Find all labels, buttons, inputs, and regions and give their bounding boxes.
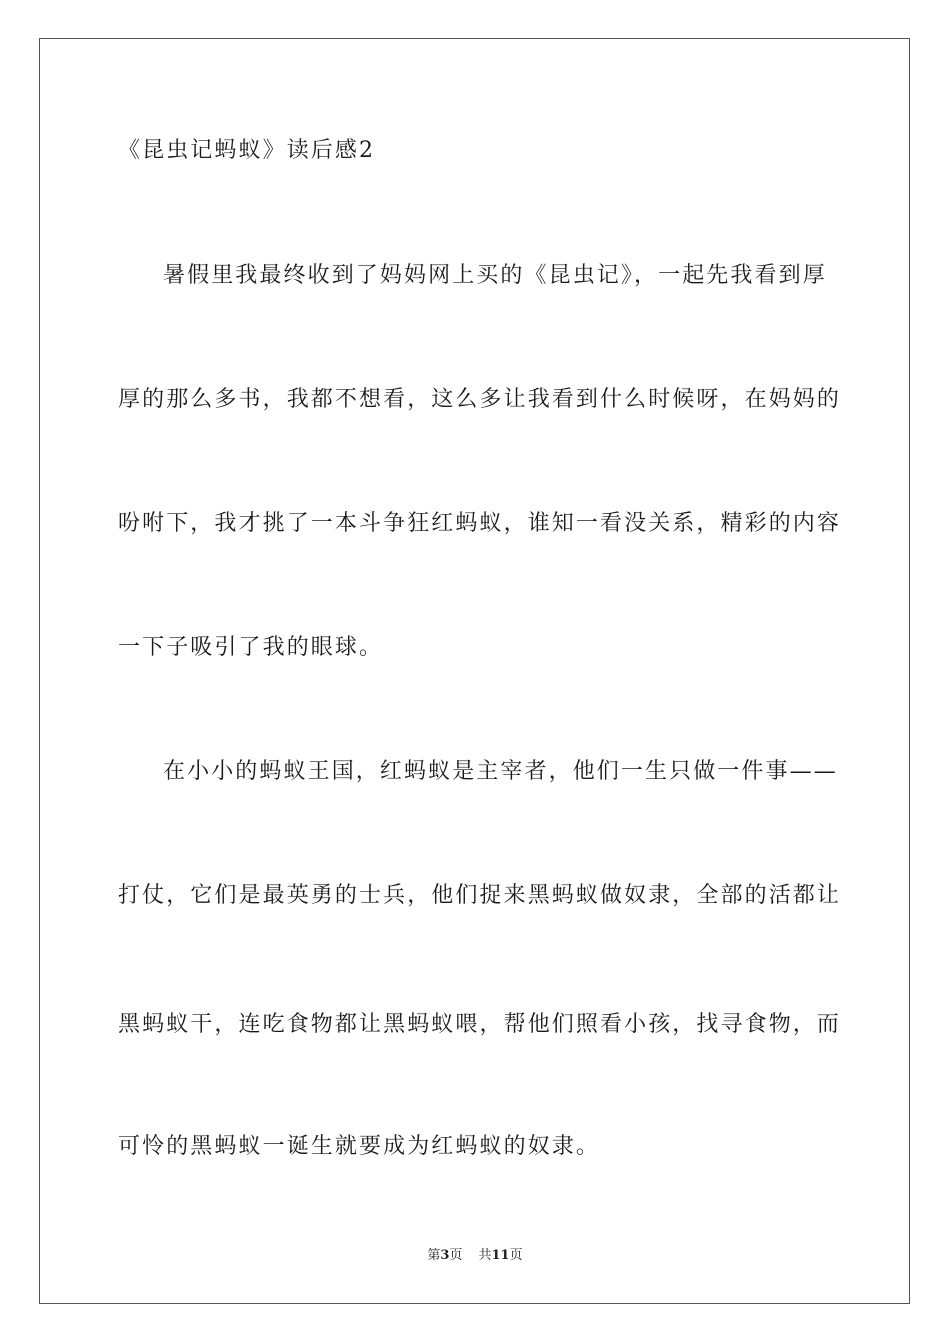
- paragraph-1-line-2: 厚的那么多书，我都不想看，这么多让我看到什么时候呀，在妈妈的: [118, 387, 842, 412]
- paragraph-1-line-3: 吩咐下，我才挑了一本斗争狂红蚂蚁，谁知一看没关系，精彩的内容: [118, 511, 842, 536]
- paragraph-2-line-3: 黑蚂蚁干，连吃食物都让黑蚂蚁喂，帮他们照看小孩，找寻食物，而: [118, 1012, 842, 1037]
- page-border: [39, 38, 910, 1304]
- footer-page-suffix: 页: [449, 1248, 463, 1263]
- paragraph-2-line-4: 可怜的黑蚂蚁一诞生就要成为红蚂蚁的奴隶。: [118, 1134, 601, 1159]
- footer-total-suffix: 页: [509, 1248, 523, 1263]
- footer-total-pages: 11: [491, 1248, 510, 1263]
- page-footer: [0, 1247, 950, 1265]
- footer-total-prefix: 共: [478, 1248, 492, 1263]
- paragraph-2-line-1: 在小小的蚂蚁王国，红蚂蚁是主宰者，他们一生只做一件事——: [163, 759, 838, 784]
- footer-page-number: 3: [440, 1248, 450, 1263]
- paragraph-1-line-1: 暑假里我最终收到了妈妈网上买的《昆虫记》，一起先我看到厚: [163, 263, 827, 288]
- paragraph-2-line-2: 打仗，它们是最英勇的士兵，他们捉来黑蚂蚁做奴隶，全部的活都让: [118, 883, 842, 908]
- paragraph-1-line-4: 一下子吸引了我的眼球。: [118, 635, 384, 660]
- footer-page-prefix: 第: [427, 1248, 441, 1263]
- document-title: 《昆虫记蚂蚁》读后感2: [118, 138, 376, 163]
